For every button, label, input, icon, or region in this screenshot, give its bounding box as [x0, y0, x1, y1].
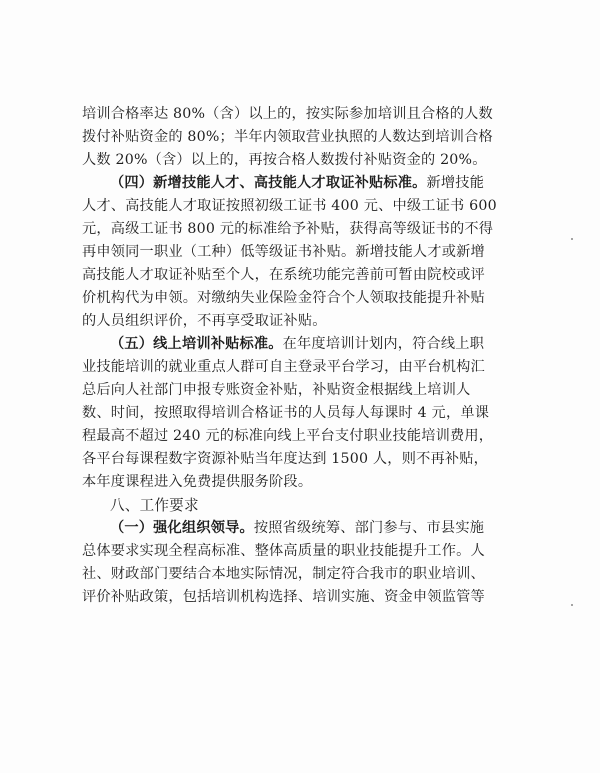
- paragraph-line: 总体要求实现全程高标准、整体高质量的职业技能提升工作。人: [82, 543, 485, 559]
- section-8-1-title: （一）强化组织领导。: [110, 520, 254, 536]
- section-4-title: （四）新增技能人才、高技能人才取证补贴标准。: [110, 175, 427, 191]
- paragraph-line: 数、时间，按照取得培训合格证书的人员每人每课时 4 元，单课: [82, 405, 490, 421]
- scan-mark: [571, 604, 573, 606]
- paragraph-line: 评价补贴政策，包括培训机构选择、培训实施、资金申领监管等: [82, 589, 485, 605]
- document-body: [82, 103, 522, 609]
- section-5-title: （五）线上培训补贴标准。: [110, 336, 283, 352]
- section-8-1-first-line: [82, 517, 522, 540]
- paragraph-line: 元，高级工证书 800 元的标准给予补贴，获得高等级证书的不得: [82, 221, 494, 237]
- paragraph-line: 各平台每课程数字资源补贴当年度达到 1500 人，则不再补贴，: [82, 451, 489, 467]
- paragraph-line: 程最高不超过 240 元的标准向线上平台支付职业技能培训费用，: [82, 428, 494, 444]
- paragraph-line: 再申领同一职业（工种）低等级证书补贴。新增技能人才或新增: [82, 244, 485, 260]
- paragraph-line: 高技能人才取证补贴至个人，在系统功能完善前可暂由院校或评: [82, 267, 485, 283]
- section-8-1-first-line-text: 按照省级统筹、部门参与、市县实施: [253, 520, 485, 536]
- paragraph-line: 业技能培训的就业重点人群可自主登录平台学习，由平台机构汇: [82, 359, 485, 375]
- paragraph-line: 拨付补贴资金的 80%；半年内领取营业执照的人数达到培训合格: [82, 129, 493, 145]
- section-5-first-line: [82, 333, 522, 356]
- paragraph-line: 培训合格率达 80%（含）以上的，按实际参加培训且合格的人数: [82, 106, 493, 122]
- paragraph-line: 人才、高技能人才取证按照初级工证书 400 元、中级工证书 600: [82, 198, 497, 214]
- paragraph-line: 人数 20%（含）以上的，再按合格人数拨付补贴资金的 20%。: [82, 152, 487, 168]
- scan-mark: [571, 238, 573, 240]
- section-4-first-line: [82, 172, 522, 195]
- chapter-8-heading: 八、工作要求: [110, 497, 199, 514]
- paragraph-line: 的人员组织评价，不再享受取证补贴。: [82, 313, 327, 329]
- paragraph-line: 社、财政部门要结合本地实际情况，制定符合我市的职业培训、: [82, 566, 485, 582]
- section-4-first-line-text: 新增技能: [426, 175, 485, 191]
- paragraph-line: 本年度课程进入免费提供服务阶段。: [82, 474, 313, 490]
- section-5-first-line-text: 在年度培训计划内，符合线上职: [282, 336, 485, 352]
- paragraph-line: 价机构代为申领。对缴纳失业保险金符合个人领取技能提升补贴: [82, 290, 485, 306]
- paragraph-line: 总后向人社部门申报专账资金补贴，补贴资金根据线上培训人: [82, 382, 471, 398]
